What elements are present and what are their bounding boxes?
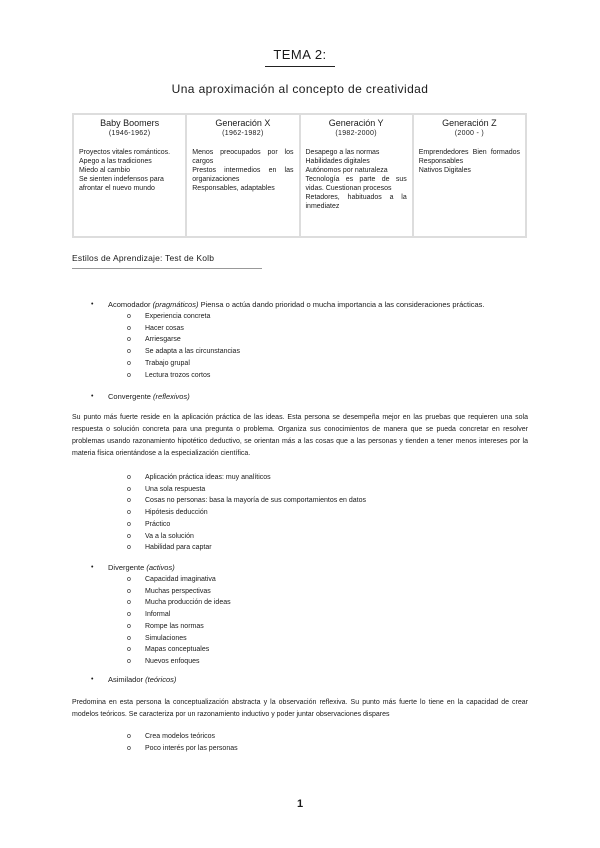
list-item — [108, 519, 600, 531]
list-item — [0, 562, 600, 668]
style-label: Acomodador — [108, 300, 151, 309]
generation-cell-gen-x — [186, 114, 299, 237]
item-text: Rompe las normas — [145, 622, 204, 630]
kolb-list-convergente — [0, 391, 600, 402]
generation-years: (2000 - ) — [454, 130, 484, 137]
sublist — [108, 472, 600, 554]
generation-trait: Habilidades digitales — [305, 158, 370, 165]
generation-trait: Menos preocupados por los cargos — [192, 149, 294, 165]
list-item — [108, 507, 600, 519]
style-label: Asimilador — [108, 675, 144, 684]
generation-trait: Apego a las tradiciones — [79, 158, 152, 165]
list-item — [108, 743, 600, 755]
list-item — [108, 472, 600, 484]
circle-bullet-icon: o — [127, 634, 131, 642]
circle-bullet-icon: o — [127, 611, 131, 619]
circle-bullet-icon: o — [127, 646, 131, 654]
generation-trait: Proyectos vitales románticos. — [79, 149, 171, 156]
generation-trait: Se sienten indefensos para afrontar el nuevo mundo — [79, 176, 164, 192]
kolb-list-divergente — [0, 562, 600, 668]
item-text: Capacidad imaginativa — [145, 576, 216, 583]
sublist — [108, 574, 600, 668]
generation-trait: Autónomos por naturaleza — [305, 167, 388, 174]
generation-name: Generación X — [215, 118, 271, 128]
circle-bullet-icon: o — [127, 336, 131, 344]
list-item — [108, 633, 600, 645]
item-text: Mapas conceptuales — [145, 646, 210, 654]
generation-trait: Emprendedores Bien formados Responsables — [418, 149, 520, 165]
item-text: Una sola respuesta — [145, 485, 206, 493]
topic-subtitle: Una aproximación al concepto de creatividad — [171, 82, 429, 96]
list-item — [108, 346, 600, 358]
list-item — [108, 323, 600, 335]
item-text: Crea modelos teóricos — [145, 733, 216, 740]
list-item — [108, 656, 600, 668]
generation-cell-baby-boomers — [73, 114, 186, 237]
circle-bullet-icon: o — [127, 359, 131, 367]
kolb-sublist-convergente — [0, 471, 600, 554]
circle-bullet-icon: o — [127, 657, 131, 665]
section-heading: Estilos de Aprendizaje: Test de Kolb — [72, 253, 262, 269]
generation-trait: Prestos intermedios en las organizaciones — [192, 167, 294, 183]
list-item — [108, 609, 600, 621]
circle-bullet-icon: o — [127, 622, 131, 630]
item-text: Experiencia concreta — [145, 313, 211, 320]
kolb-sublist-asimilador — [0, 730, 600, 754]
convergente-paragraph: Su punto más fuerte reside en la aplicación práctica de las ideas. Esta persona se desempeña mejor en las pruebas que requieren una sola respuesta o solución concreta para una pregunta o problema. Organiza sus conocimientos de manera que se pueda concretar en resolver problemas usando razonamiento hipotético deductivo, se orientan más a las cosas que a las personas y tienden a tener menos intereses por la materia física orientándose a la especialización científica. — [72, 414, 528, 457]
item-text: Práctico — [145, 520, 171, 528]
generation-trait: Miedo al cambio — [79, 167, 130, 174]
item-text: Simulaciones — [145, 634, 187, 642]
kolb-list-asimilador — [0, 674, 600, 685]
asimilador-paragraph: Predomina en esta persona la conceptualización abstracta y la observación reflexiva. Su punto más fuerte lo tiene en la capacidad de crear modelos teóricos. Se caracteriza por un razonamiento inductivo y poder juntar observaciones dispares — [72, 699, 528, 718]
item-text: Hacer cosas — [145, 324, 184, 332]
list-item — [108, 574, 600, 586]
circle-bullet-icon: o — [127, 371, 131, 379]
list-item — [0, 674, 600, 685]
circle-bullet-icon: o — [127, 497, 131, 505]
item-text: Cosas no personas: basa la mayoría de sus comportamientos en datos — [145, 497, 367, 505]
generation-cell-gen-z — [413, 114, 526, 237]
generation-traits — [306, 148, 407, 211]
style-type: (reflexivos) — [153, 392, 190, 401]
list-item — [0, 391, 600, 402]
circle-bullet-icon: o — [127, 509, 131, 517]
generation-years: (1982-2000) — [335, 130, 377, 137]
list-item — [108, 621, 600, 633]
page-number: 1 — [296, 798, 304, 810]
list-item — [108, 644, 600, 656]
generation-trait: Responsables, adaptables — [192, 185, 275, 192]
generation-name: Baby Boomers — [100, 118, 160, 128]
list-item — [108, 311, 600, 323]
circle-bullet-icon: o — [127, 744, 131, 752]
generation-traits — [419, 148, 520, 175]
item-text: Lectura trozos cortos — [145, 371, 211, 379]
bullet-icon: • — [91, 564, 94, 571]
generation-years: (1962-1982) — [222, 130, 264, 137]
list-item — [108, 370, 600, 382]
bullet-icon: • — [91, 301, 94, 308]
generation-cell-gen-y — [300, 114, 413, 237]
list-item — [108, 597, 600, 609]
style-type: (pragmáticos) — [152, 300, 199, 309]
item-text: Trabajo grupal — [145, 359, 190, 367]
generation-name: Generación Y — [328, 118, 384, 128]
item-text: Muchas perspectivas — [145, 587, 211, 595]
item-text: Va a la solución — [145, 532, 194, 540]
list-item — [108, 495, 600, 507]
list-item — [108, 731, 600, 743]
item-text: Habilidad para captar — [145, 544, 212, 552]
circle-bullet-icon: o — [127, 348, 131, 356]
circle-bullet-icon: o — [127, 485, 131, 493]
circle-bullet-icon: o — [127, 587, 131, 595]
list-item — [108, 334, 600, 346]
circle-bullet-icon: o — [127, 324, 131, 332]
item-text: Arriesgarse — [145, 336, 181, 344]
list-container — [0, 731, 600, 754]
list-item — [108, 358, 600, 370]
title-block — [0, 46, 600, 67]
generation-traits — [192, 148, 293, 193]
item-text: Aplicación práctica ideas: muy analíticos — [145, 474, 271, 481]
circle-bullet-icon: o — [127, 313, 131, 320]
generations-table — [72, 113, 527, 238]
generation-name: Generación Z — [442, 118, 497, 128]
item-text: Hipótesis deducción — [145, 509, 208, 517]
bullet-icon: • — [91, 676, 94, 683]
item-text: Nuevos enfoques — [145, 657, 200, 665]
item-text: Mucha producción de ideas — [145, 599, 231, 607]
generation-trait: Desapego a las normas — [305, 149, 380, 156]
style-label: Divergente — [108, 563, 145, 572]
circle-bullet-icon: o — [127, 599, 131, 607]
generation-traits — [79, 148, 180, 193]
circle-bullet-icon: o — [127, 474, 131, 481]
item-text: Informal — [145, 611, 171, 619]
bullet-icon: • — [91, 393, 94, 400]
style-type: (teóricos) — [145, 675, 177, 684]
style-description: Piensa o actúa dando prioridad o mucha importancia a las consideraciones prácticas. — [200, 300, 485, 309]
generation-trait: Retadores, habituados a la inmediatez — [305, 194, 407, 210]
style-label: Convergente — [108, 392, 151, 401]
list-item — [0, 299, 600, 381]
circle-bullet-icon: o — [127, 733, 131, 740]
list-item — [108, 484, 600, 496]
list-item — [108, 542, 600, 554]
item-text: Poco interés por las personas — [145, 744, 238, 752]
list-item — [108, 531, 600, 543]
sublist — [108, 731, 600, 754]
sublist — [108, 311, 600, 381]
item-text: Se adapta a las circunstancias — [145, 348, 240, 356]
list-item — [108, 586, 600, 598]
circle-bullet-icon: o — [127, 532, 131, 540]
circle-bullet-icon: o — [127, 520, 131, 528]
list-container — [0, 472, 600, 554]
style-type: (activos) — [146, 563, 175, 572]
circle-bullet-icon: o — [127, 544, 131, 552]
generation-trait: Tecnología es parte de sus vidas. Cuestionan procesos — [305, 176, 407, 192]
kolb-list-acomodador — [0, 299, 600, 381]
generation-years: (1946-1962) — [108, 130, 151, 137]
circle-bullet-icon: o — [127, 576, 131, 583]
topic-title: TEMA 2: — [265, 47, 334, 67]
generation-trait: Nativos Digitales — [418, 167, 471, 174]
